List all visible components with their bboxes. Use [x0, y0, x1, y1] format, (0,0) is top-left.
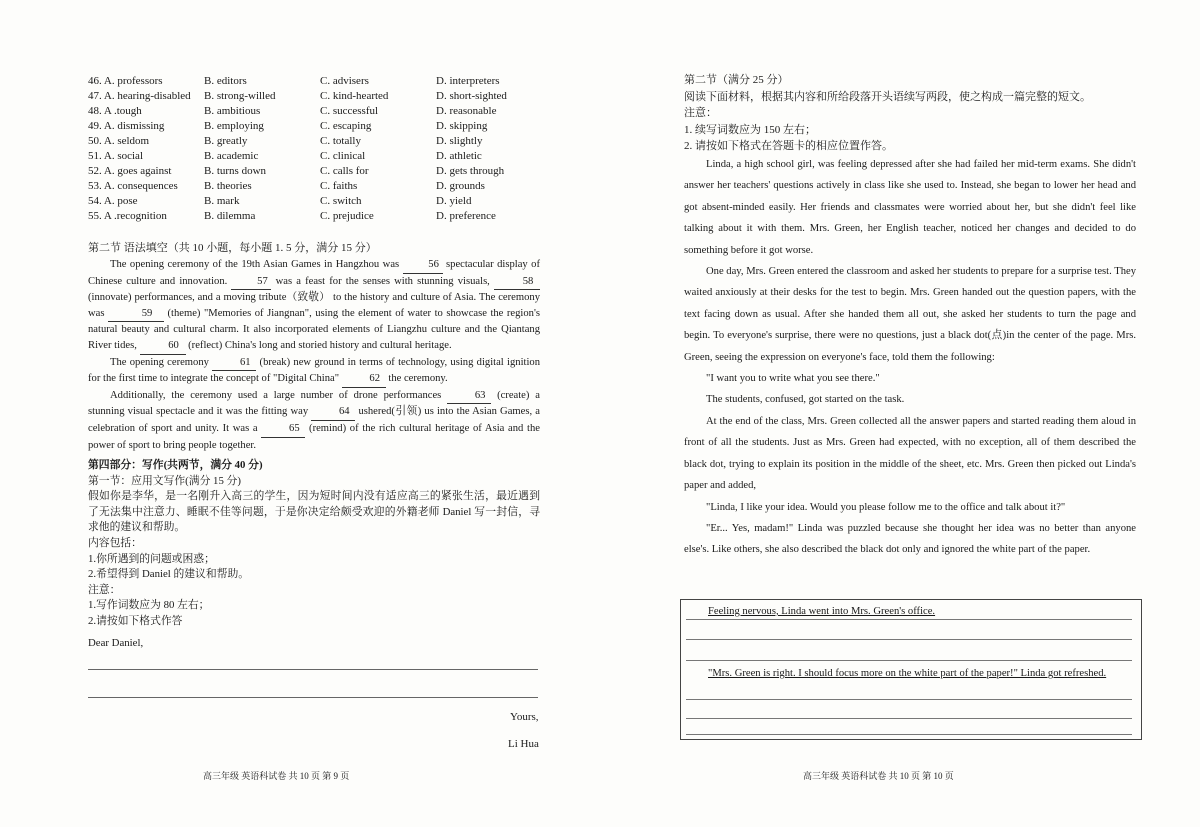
option-c[interactable]: C. switch — [320, 195, 362, 207]
option-c[interactable]: C. faiths — [320, 180, 358, 192]
blank-56[interactable]: 56 — [403, 257, 443, 274]
option-c[interactable]: C. advisers — [320, 75, 369, 87]
option-row — [88, 179, 546, 194]
blank-64[interactable]: 64 — [311, 404, 355, 421]
grammar-heading: 第二节 语法填空（共 10 小题，每小题 1. 5 分，满分 15 分） — [88, 242, 377, 254]
option-c[interactable]: C. clinical — [320, 150, 366, 162]
option-d[interactable]: D. grounds — [436, 180, 485, 192]
blank-57[interactable]: 57 — [231, 274, 271, 291]
option-b[interactable]: B. editors — [204, 75, 247, 87]
letter-signature: Li Hua — [508, 738, 539, 750]
answer-line[interactable] — [686, 639, 1132, 640]
text: the ceremony. — [388, 373, 448, 385]
option-d[interactable]: D. reasonable — [436, 105, 497, 117]
option-b[interactable]: B. ambitious — [204, 105, 261, 117]
text: (theme) "Memories of Jiangnan", using the element of water to showcase the region's natural beauty and cultural charm. It also incorporated elements of Liangzhu culture and the Qiantang River tides, — [88, 307, 540, 351]
option-row — [88, 74, 546, 89]
text: The opening ceremony of the 19th Asian Games in Hangzhou was — [110, 259, 400, 270]
option-row — [88, 164, 546, 179]
note-label: 注意： — [88, 583, 121, 596]
grammar-paragraph-1 — [88, 257, 540, 355]
grammar-paragraph-2 — [88, 355, 540, 388]
paragraph-2-opening: "Mrs. Green is right. I should focus more on the white part of the paper!" Linda got refreshed. — [708, 668, 1107, 679]
grammar-paragraph-3 — [88, 388, 540, 453]
answer-line[interactable] — [88, 697, 538, 698]
option-d[interactable]: D. gets through — [436, 165, 505, 177]
option-b[interactable]: B. dilemma — [204, 210, 256, 222]
story-paragraph: The students, confused, got started on the task. — [706, 394, 905, 406]
option-a[interactable]: 50. A. seldom — [88, 135, 150, 147]
option-row — [88, 119, 546, 134]
option-a[interactable]: 48. A .tough — [88, 105, 142, 117]
text: (create) a stunning visual spectacle and it was the fitting way — [88, 389, 540, 418]
text: spectacular display of Chinese culture and innovation. — [88, 259, 540, 287]
option-a[interactable]: 49. A. dismissing — [88, 120, 165, 132]
paragraph-1-opening: Feeling nervous, Linda went into Mrs. Green's office. — [708, 606, 936, 617]
blank-59[interactable]: 59 — [108, 306, 164, 323]
answer-line[interactable] — [88, 669, 538, 670]
text: (remind) of the rich cultural heritage of Asia and the power of sport to bring people together. — [88, 422, 540, 451]
option-d[interactable]: D. athletic — [436, 150, 482, 162]
option-b[interactable]: B. mark — [204, 195, 240, 207]
content-label: 内容包括： — [88, 536, 142, 549]
note-item-1: 1.写作词数应为 80 左右； — [88, 599, 210, 612]
answer-line[interactable] — [686, 699, 1132, 700]
story-paragraph: Linda, a high school girl, was feeling depressed after she had failed her mid-term exams. She didn't answer her teachers' questions actively in class like she used to. Instead, she began to lower her head and got absent-minded easily. Her friends and classmates were worried about her, but she didn't feel like talking about it with them. Mrs. Green, her English teacher, noticed her changes and decided to do something before it got worse. — [684, 159, 1136, 256]
option-b[interactable]: B. greatly — [204, 135, 248, 147]
writing-prompt: 假如你是李华，是一名刚升入高三的学生，因为短时间内没有适应高三的紧张生活，最近遇到了无法集中注意力、睡眠不佳等问题，于是你决定给颇受欢迎的外籍老师 Daniel 写一封信，寻求他的建议和帮助。 — [88, 490, 540, 534]
option-a[interactable]: 46. A. professors — [88, 75, 163, 87]
text: was a feast for the senses with stunning visuals, — [275, 275, 490, 287]
continuation-header — [684, 72, 1136, 155]
option-c[interactable]: C. escaping — [320, 120, 372, 132]
continuation-note-2: 2. 请按如下格式在答题卡的相应位置作答。 — [684, 140, 893, 152]
option-d[interactable]: D. slightly — [436, 135, 483, 147]
continuation-instruction: 阅读下面材料，根据其内容和所给段落开头语续写两段，使之构成一篇完整的短文。 — [684, 90, 1091, 103]
option-c[interactable]: C. totally — [320, 135, 361, 147]
continuation-note-1: 1. 续写词数应为 150 左右； — [684, 123, 816, 136]
option-d[interactable]: D. yield — [436, 195, 472, 207]
option-a[interactable]: 52. A. goes against — [88, 165, 172, 177]
story-paragraph: "Linda, I like your idea. Would you please follow me to the office and talk about it?" — [706, 501, 1066, 513]
option-c[interactable]: C. prejudice — [320, 210, 374, 222]
blank-58[interactable]: 58 — [494, 274, 540, 291]
option-a[interactable]: 47. A. hearing-disabled — [88, 90, 191, 102]
option-a[interactable]: 54. A. pose — [88, 195, 138, 207]
story-paragraph: "Er... Yes, madam!" Linda was puzzled because she thought her idea was no better than anyone else's. Like others, she also described the black dot only and ignored the white part of the paper. — [684, 522, 1136, 556]
option-b[interactable]: B. employing — [204, 120, 264, 132]
text: ushered(引领) us into the Asian Games, a celebration of sport and unity. It was a — [88, 406, 540, 434]
option-b[interactable]: B. turns down — [204, 165, 267, 177]
blank-63[interactable]: 63 — [447, 388, 491, 405]
option-a[interactable]: 53. A. consequences — [88, 180, 178, 192]
option-b[interactable]: B. strong-willed — [204, 90, 276, 102]
story-paragraph: One day, Mrs. Green entered the classroom and asked her students to prepare for a surprise test. They waited anxiously at their desks for the test to begin. Mrs. Green handed out the question papers, with the text facing down as usual. After she handed them all out, she asked her students to turn the page and begin. To everyone's surprise, there were no questions, just a black dot(点)in the center of the page. Mrs. Green, seeing the expression on everyone's face, told them the following: — [684, 266, 1136, 363]
option-d[interactable]: D. preference — [436, 210, 496, 222]
option-row — [88, 209, 546, 224]
story-paragraph: At the end of the class, Mrs. Green collected all the answer papers and started reading them aloud in front of all the students. Just as Mrs. Green had expected, with no exception, all of them described the black dot, trying to explain its position in the middle of the sheet, etc. Mrs. Green then picked out Linda's paper and added, — [684, 415, 1136, 492]
option-c[interactable]: C. successful — [320, 105, 379, 117]
blank-60[interactable]: 60 — [140, 338, 186, 355]
letter-closing: Yours, — [510, 711, 539, 723]
option-c[interactable]: C. kind-hearted — [320, 90, 389, 102]
note-item-2: 2.请按如下格式作答 — [88, 614, 183, 627]
continuation-heading: 第二节（满分 25 分） — [684, 74, 789, 86]
writing-section-1-title: 第一节：应用文写作(满分 15 分) — [88, 474, 241, 487]
story-text — [684, 154, 1136, 561]
text: (innovate) performances, and a moving tribute（致敬） to the history and culture of Asia. The ceremony was — [88, 292, 540, 319]
option-a[interactable]: 55. A .recognition — [88, 210, 167, 222]
answer-line[interactable] — [686, 734, 1132, 735]
blank-61[interactable]: 61 — [212, 355, 256, 372]
option-row — [88, 194, 546, 209]
text: Additionally, the ceremony used a large number of drone performances — [110, 389, 442, 401]
option-a[interactable]: 51. A. social — [88, 150, 143, 162]
option-b[interactable]: B. academic — [204, 150, 259, 162]
option-d[interactable]: D. short-sighted — [436, 90, 507, 102]
writing-part-title: 第四部分：写作(共两节，满分 40 分) — [88, 459, 263, 471]
option-c[interactable]: C. calls for — [320, 165, 369, 177]
content-item-2: 2.希望得到 Daniel 的建议和帮助。 — [88, 568, 250, 581]
option-row — [88, 104, 546, 119]
text: The opening ceremony — [110, 356, 209, 368]
continuation-note-label: 注意： — [684, 107, 717, 119]
text: (reflect) China's long and storied history and cultural heritage. — [188, 339, 452, 351]
option-row — [88, 149, 546, 164]
option-d[interactable]: D. skipping — [436, 120, 488, 132]
page-footer-10: 高三年级 英语科试卷 共 10 页 第 10 页 — [803, 771, 954, 781]
option-row — [88, 134, 546, 149]
blank-65[interactable]: 65 — [261, 421, 305, 438]
option-b[interactable]: B. theories — [204, 180, 252, 192]
answer-line[interactable] — [686, 718, 1132, 719]
answer-line[interactable] — [686, 619, 1132, 620]
content-item-1: 1.你所遇到的问题或困惑； — [88, 552, 215, 565]
letter-greeting: Dear Daniel, — [88, 636, 144, 649]
page-footer-9: 高三年级 英语科试卷 共 10 页 第 9 页 — [203, 771, 350, 781]
continuation-answer-box[interactable] — [680, 599, 1142, 740]
blank-62[interactable]: 62 — [342, 371, 386, 388]
writing-section — [88, 458, 540, 651]
answer-line[interactable] — [686, 660, 1132, 661]
option-d[interactable]: D. interpreters — [436, 75, 500, 87]
text: (break) new ground in terms of technology, using digital ignition for the first time to integrate the concept of "Digital China" — [88, 356, 540, 385]
story-paragraph: "I want you to write what you see there." — [706, 373, 880, 385]
grammar-section — [88, 239, 540, 453]
cloze-options — [88, 74, 546, 224]
option-row — [88, 89, 546, 104]
